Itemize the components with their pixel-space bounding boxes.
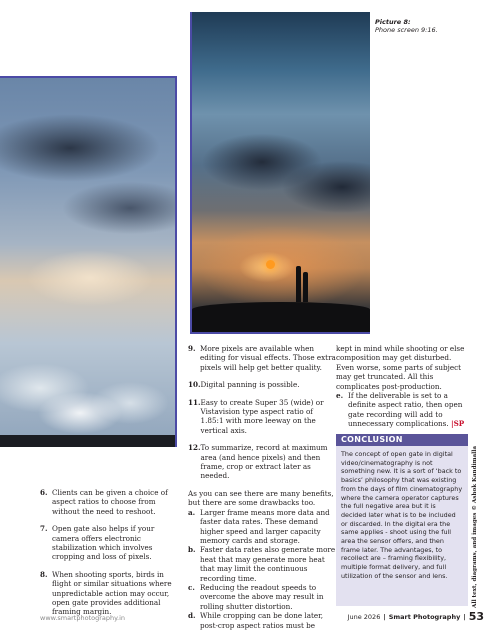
- magazine-name: Smart Photography: [388, 612, 461, 621]
- item-text: Larger frame means more data and faster data rates. These demand higher speed and larger capacity memory cards and storage.: [200, 507, 330, 545]
- item-letter: c.: [188, 582, 195, 592]
- item-text: When shooting sports, birds in flight or similar situations where unpredictable action may occur, open gate provides additional framing margin.: [52, 569, 172, 617]
- item-text: Easy to create Super 35 (wide) or Vistavision type aspect ratio of 1.85:1 with more leeway on the vertical axis.: [200, 397, 324, 435]
- item-text: Digital panning is possible.: [200, 380, 300, 390]
- item-letter: e.: [336, 391, 344, 401]
- item-text: Reducing the readout speeds to overcome the above may result in rolling shutter distortion.: [200, 582, 324, 611]
- item-number: 7.: [40, 524, 48, 534]
- conclusion-box: [336, 434, 468, 606]
- left-column: [40, 488, 180, 617]
- picture-caption: [375, 18, 485, 34]
- list-item: [188, 398, 336, 436]
- continuation-text: kept in mind while shooting or else composition may get disturbed. Even worse, some parts of subject may get truncated. All this complicates post-production.: [336, 344, 465, 391]
- item-letter: d.: [188, 611, 196, 621]
- list-item: [188, 611, 336, 630]
- item-text: While cropping can be done later, post-crop aspect ratios must be: [200, 611, 324, 630]
- right-column: [336, 344, 470, 429]
- item-text: Clients can be given a choice of aspect ratios to choose from without the need to reshoot.: [52, 488, 168, 516]
- item-text: Faster data rates also generate more heat that may generate more heat that may limit the continuous recording time.: [200, 545, 336, 583]
- item-number: 9.: [188, 344, 196, 353]
- list-item: [188, 443, 336, 481]
- folio-separator: |: [463, 612, 466, 621]
- folio-separator: |: [383, 612, 386, 621]
- item-number: 8.: [40, 569, 48, 579]
- list-item: [188, 344, 336, 372]
- conclusion-text: The concept of open gate in digital video/cinematography is not something new. It is a sort of ‘back to basics’ philosophy that was existing from the days of film cinematography where the camera operator captures the full negative area but it is decided later what is to be included or discarded. In the digital era the same applies - shoot using the full area the sensor offers, and then frame later. The advantages, to recollect are – framing flexibility, multiple format delivery, and full utilization of the sensor and lens.: [341, 450, 463, 580]
- list-item: [40, 570, 180, 617]
- list-item: [336, 391, 470, 429]
- sunset-silhouette-photo: [190, 12, 370, 334]
- footer-folio: [348, 610, 484, 623]
- end-mark: |SP: [450, 419, 465, 429]
- middle-column: [188, 344, 336, 630]
- list-item: [40, 524, 180, 562]
- item-text: [348, 391, 470, 429]
- item-text: To summarize, record at maximum area (and hence pixels) and then frame, crop or extract later as needed.: [200, 443, 328, 481]
- item-e-text: If the deliverable is set to a definite aspect ratio, then open gate recording will add to unnecessary complications.: [348, 391, 463, 429]
- drawbacks-intro: As you can see there are many benefits, but there are some drawbacks too.: [188, 488, 334, 508]
- item-letter: a.: [188, 507, 196, 517]
- list-item: [188, 545, 336, 583]
- list-item: [188, 583, 336, 611]
- item-number: 11.: [188, 397, 201, 407]
- list-item: [188, 380, 336, 389]
- item-number: 12.: [188, 443, 201, 453]
- list-item: [188, 508, 336, 546]
- caption-text: Phone screen 9:16.: [375, 26, 438, 34]
- caption-title: Picture 8:: [375, 18, 411, 26]
- list-item: [40, 488, 180, 516]
- sky-clouds-photo: [0, 76, 177, 447]
- item-text: Open gate also helps if your camera offers electronic stabilization which involves cropping and loss of pixels.: [52, 524, 155, 562]
- item-number: 10.: [188, 380, 201, 390]
- issue-date: June 2026: [347, 612, 381, 621]
- page-number: 53: [468, 610, 484, 623]
- silhouette-person: [303, 272, 308, 302]
- website-url: www.smartphotography.in: [40, 614, 126, 622]
- photo-ground: [0, 435, 175, 447]
- sun: [266, 260, 275, 269]
- silhouette-person: [296, 266, 301, 302]
- item-number: 6.: [40, 488, 48, 497]
- item-letter: b.: [188, 545, 196, 555]
- image-credit: All text, diagrams, and images © Ashok Kandimalla: [472, 445, 478, 608]
- photo-ground: [192, 302, 370, 332]
- item-text: More pixels are available when editing for visual effects. Those extra pixels will help get better quality.: [200, 344, 336, 372]
- conclusion-heading: CONCLUSION: [336, 434, 468, 446]
